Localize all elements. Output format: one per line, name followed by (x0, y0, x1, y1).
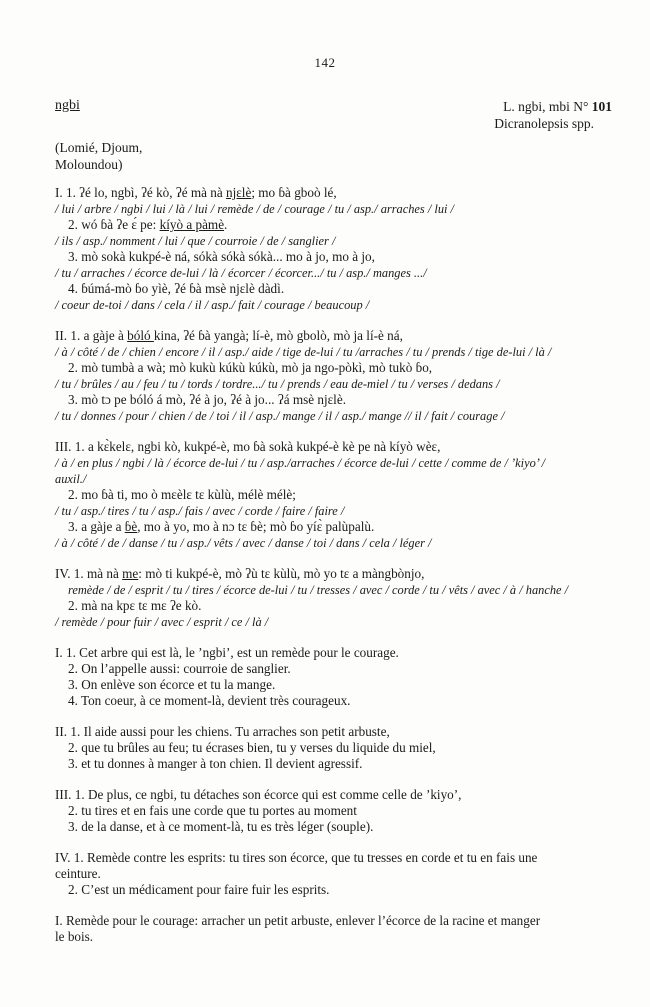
text-run: 3. et tu donnes à manger à ton chien. Il devient agressif. (68, 756, 363, 771)
entry-reference-line (494, 98, 612, 115)
text-run: II. 1. Il aide aussi pour les chiens. Tu arraches son petit arbuste, (55, 724, 390, 739)
text-run: 2. mò tumbà a wà; mò kukù kúkù kúkù, mò ja ngo-pòkì, mò tukò ɓo, (68, 360, 433, 375)
text-run: I. 1. ʔé lo, ngbì, ʔé kò, ʔé mà nà (55, 185, 227, 200)
text-line (55, 645, 614, 661)
text-line (55, 439, 614, 455)
text-line (55, 787, 614, 803)
entry-header (0, 71, 650, 132)
text-run: 2. C’est un médicament pour faire fuir les esprits. (68, 882, 330, 897)
text-line (55, 360, 614, 376)
text-line (55, 249, 614, 265)
text-run: njɛlè (226, 185, 252, 200)
text-run: I. 1. Cet arbre qui est là, le ’ngbi’, est un remède pour le courage. (55, 645, 399, 660)
section-interlinear-II (55, 328, 614, 424)
locations-line: (Lomié, Djoum, (55, 140, 143, 155)
text-run: remède / de / esprit / tu / tires / écorce de-lui / tu / tresses / avec / corde / tu / vêts / avec / à / hanche / (68, 583, 569, 597)
text-run: 2. que tu brûles au feu; tu écrases bien, tu y verses du liquide du miel, (68, 740, 436, 755)
reference-prefix: L. ngbi, mbi N° (503, 99, 592, 114)
text-run: 4. ɓúmá-mò ɓo yìè, ʔé ɓà msè njɛlè dàdì. (68, 281, 285, 296)
text-run: / coeur de-toi / dans / cela / il / asp./ fait / courage / beaucoup / (55, 298, 370, 312)
text-line (55, 740, 614, 756)
text-line (55, 913, 614, 929)
text-run: 3. a gàje a (68, 519, 125, 534)
text-line (55, 344, 614, 360)
text-line (55, 582, 614, 598)
text-run: / à / côté / de / chien / encore / il / asp./ aide / tige de-lui / tu /arraches / tu / prends / tige de-lui / là / (55, 345, 552, 359)
text-run: ɓè (124, 519, 138, 534)
text-line (55, 487, 614, 503)
section-translation-I (55, 645, 614, 709)
text-line (55, 756, 614, 772)
text-run: / lui / arbre / ngbi / lui / là / lui / remède / de / courage / tu / asp./ arraches / lui / (55, 202, 454, 216)
text-line (55, 535, 614, 551)
text-run: / ils / asp./ nomment / lui / que / courroie / de / sanglier / (55, 234, 336, 248)
text-line (55, 598, 614, 614)
text-run: IV. 1. Remède contre les esprits: tu tires son écorce, que tu tresses en corde et tu en fais une (55, 850, 538, 865)
text-run: , mo à yo, mo à nɔ tɛ ɓè; mò ɓo yíɛ̀ palùpalù. (137, 519, 375, 534)
text-run: 2. tu tires et en fais une corde que tu portes au moment (68, 803, 357, 818)
text-line (55, 882, 614, 898)
document-body (0, 173, 650, 945)
text-line (55, 217, 614, 233)
text-line (55, 376, 614, 392)
text-run: III. 1. De plus, ce ngbi, tu détaches son écorce qui est comme celle de ’kiyo’, (55, 787, 462, 802)
text-run: me (122, 566, 139, 581)
entry-reference-block (494, 98, 612, 132)
text-line (55, 614, 614, 630)
text-run: III. 1. a kɛ̀kelɛ, ngbi kò, kukpé-è, mo ɓà sokà kukpé-è kè pe nà kíyò wèɛ, (55, 439, 441, 454)
page-number: 142 (314, 55, 336, 70)
text-run: 2. mà na kpɛ tɛ mɛ ʔe kò. (68, 598, 202, 613)
text-line (55, 408, 614, 424)
entry-headword: ngbi (55, 98, 80, 113)
text-run: 2. On l’appelle aussi: courroie de sanglier. (68, 661, 291, 676)
text-line (55, 185, 614, 201)
text-run: / à / en plus / ngbi / là / écorce de-lui / tu / asp./arraches / écorce de-lui / cette / comme de / ’kiyo’ / (55, 456, 546, 470)
text-line (55, 201, 614, 217)
text-run: auxil./ (55, 472, 87, 486)
text-run: / remède / pour fuir / avec / esprit / ce / là / (55, 615, 269, 629)
text-run: II. 1. a gàje à (55, 328, 128, 343)
text-line (55, 693, 614, 709)
text-run: / tu / asp./ tires / tu / asp./ fais / avec / corde / faire / faire / (55, 504, 345, 518)
section-summary (55, 913, 614, 945)
text-line (55, 724, 614, 740)
text-line (55, 392, 614, 408)
entry-locations (0, 132, 650, 173)
section-interlinear-III (55, 439, 614, 551)
text-run: bóló (127, 328, 154, 343)
text-run: 3. mò sokà kukpé-è ná, sókà sókà sókà... mo à jo, mo à jo, (68, 249, 375, 264)
text-line (55, 819, 614, 835)
text-run: 3. mò tɔ pe bóló á mò, ʔé à jo, ʔé à jo... ʔá msè njɛlè. (68, 392, 346, 407)
text-line (55, 803, 614, 819)
text-line (55, 866, 614, 882)
text-run: kíyò a pàmè (159, 217, 225, 232)
text-line (55, 471, 614, 487)
text-run: 3. On enlève son écorce et tu la mange. (68, 677, 276, 692)
text-run: le bois. (55, 929, 94, 944)
text-line (55, 661, 614, 677)
text-run: / tu / arraches / écorce de-lui / là / écorcer / écorcer.../ tu / asp./ manges .../ (55, 266, 427, 280)
text-line (55, 519, 614, 535)
text-run: / à / côté / de / danse / tu / asp./ vêts / avec / danse / toi / dans / cela / léger / (55, 536, 432, 550)
text-run: / tu / brûles / au / feu / tu / tords / tordre.../ tu / prends / eau de-miel / tu / verses / dedans / (55, 377, 500, 391)
text-run: 4. Ton coeur, à ce moment-là, devient très courageux. (68, 693, 351, 708)
reference-number: 101 (591, 99, 612, 114)
text-run: 2. mo ɓà ti, mo ò mɛèlɛ tɛ kùlù, mélè mélè; (68, 487, 296, 502)
text-line (55, 503, 614, 519)
text-line (55, 929, 614, 945)
text-line (55, 850, 614, 866)
text-line (55, 328, 614, 344)
text-line (55, 265, 614, 281)
species-name: Dicranolepsis spp. (494, 116, 594, 131)
text-run: 3. de la danse, et à ce moment-là, tu es très léger (souple). (68, 819, 374, 834)
text-line (55, 297, 614, 313)
text-line (55, 233, 614, 249)
locations-line: Moloundou) (55, 157, 123, 172)
text-run: kina, ʔé ɓà yangà; lí-è, mò gbolò, mò ja lí-è ná, (153, 328, 403, 343)
text-run: 2. wó ɓà ʔe ɛ́ pe: (68, 217, 160, 232)
text-run: / tu / donnes / pour / chien / de / toi / il / asp./ mange / il / asp./ mange // il / fait / courage / (55, 409, 505, 423)
text-run: I. Remède pour le courage: arracher un petit arbuste, enlever l’écorce de la racine et manger (55, 913, 541, 928)
text-run: IV. 1. mà nà (55, 566, 123, 581)
section-interlinear-I (55, 185, 614, 313)
text-run: . (224, 217, 228, 232)
section-translation-III (55, 787, 614, 835)
text-line (55, 566, 614, 582)
text-run: ; mo ɓà gboò lé, (251, 185, 337, 200)
section-interlinear-IV (55, 566, 614, 630)
section-translation-IV (55, 850, 614, 898)
text-run: ceinture. (55, 866, 101, 881)
section-translation-II (55, 724, 614, 772)
text-line (55, 281, 614, 297)
text-line (55, 677, 614, 693)
text-line (55, 455, 614, 471)
text-run: : mò ti kukpé-è, mò ʔù tɛ kùlù, mò yo tɛ a màngbònjo, (138, 566, 425, 581)
